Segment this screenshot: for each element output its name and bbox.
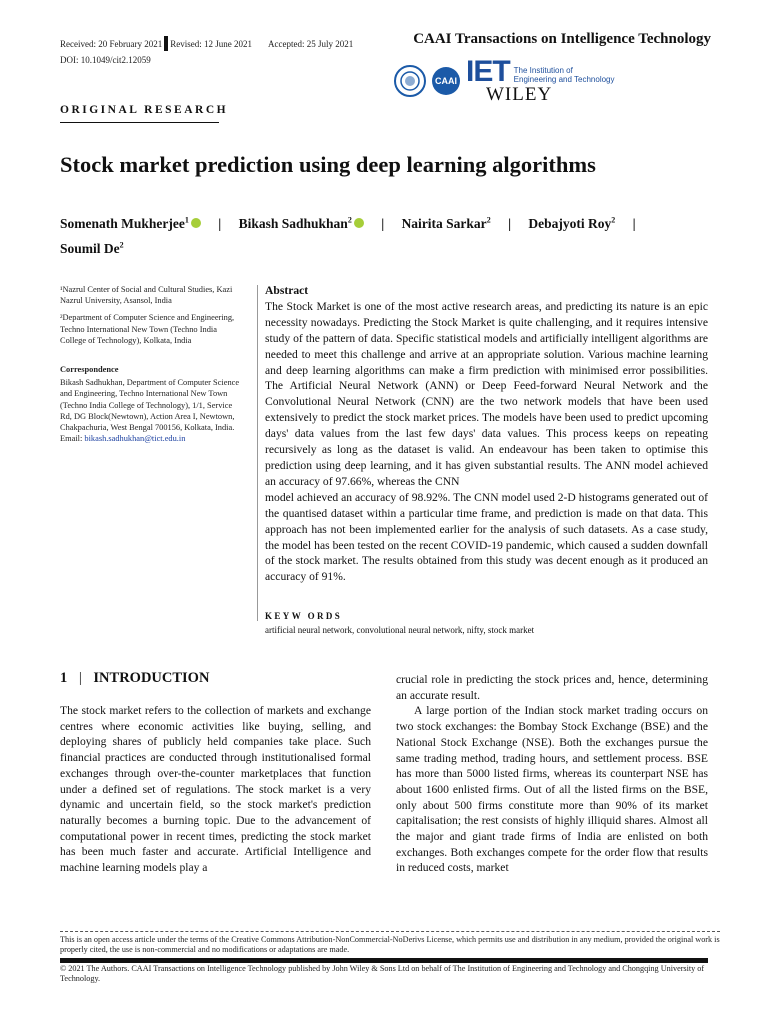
affiliation-2: ²Department of Computer Science and Engineering, Techno International New Town (Techno India College of Technology), Kolkata, India — [60, 313, 235, 345]
author-separator: | — [381, 215, 385, 231]
section-number: 1 — [60, 670, 68, 686]
footer-divider — [60, 931, 720, 932]
orcid-icon[interactable] — [354, 218, 364, 228]
received-date: Received: 20 February 2021 — [60, 39, 163, 49]
affiliations — [60, 284, 244, 444]
iet-logo-text: IET — [466, 55, 510, 88]
article-title: Stock market prediction using deep learning algorithms — [60, 152, 596, 177]
author-separator: | — [218, 215, 222, 231]
intro-paragraph-2: crucial role in predicting the stock prices and, hence, determining an accurate result. — [396, 673, 708, 702]
caai-logo: CAAI — [432, 67, 460, 95]
author-separator: | — [632, 215, 636, 231]
doi: DOI: 10.1049/cit2.12059 — [60, 55, 151, 65]
journal-name[interactable]: CAAI Transactions on Intelligence Technology — [413, 31, 711, 47]
section-underline — [60, 122, 219, 123]
iet-tagline-line1: The Institution of — [513, 66, 573, 75]
received-date-line — [60, 36, 353, 51]
author-list — [60, 209, 720, 260]
section-label: ORIGINAL RESEARCH — [60, 104, 229, 116]
iet-tagline-line2: Engineering and Technology — [513, 75, 615, 84]
separator-bar — [164, 36, 168, 51]
author-roy[interactable]: Debajyoti Roy$^2$ — [528, 215, 616, 231]
footer-bar — [60, 958, 708, 963]
abstract-heading: Abstract — [265, 284, 309, 297]
author-sarkar[interactable]: Nairita Sarkar$^2$ — [401, 215, 491, 231]
keywords: artificial neural network, convolutional neural network, nifty, stock market — [265, 625, 535, 635]
university-seal-icon — [394, 65, 426, 97]
author-mukherjee[interactable]: Somenath Mukherjee$^1$ — [60, 215, 189, 231]
iet-wiley-logo — [466, 55, 615, 105]
column-divider — [257, 285, 258, 621]
publisher-logos — [394, 55, 615, 105]
author-de[interactable]: Soumil De$^2$ — [60, 240, 124, 256]
wiley-logo-text: WILEY — [486, 84, 553, 105]
abstract-paragraph-1: The Stock Market is one of the most active research areas, and predicting its nature is an epic necessity nowadays. Predicting the Stock Market is quite challenging, and it requires intensive study of the pattern of data. Specific statistical models and artificially intelligent algorithms are needed to meet this challenge and arrive at an appropriate solution. Various machine learning and deep learning algorithms can make a firm prediction with minimised error possibilities. The Artificial Neural Network (ANN) or Deep Feed-forward Neural Network and the Convolutional Neural Network (CNN) are the two network models that have been used extensively to predict the stock market prices. The models have been used to predict upcoming days' data values from the last few days' data values. This process keeps on repeating recursively as long as the dataset is valid. An endeavour has been taken to optimise this prediction using deep learning, and it has given substantial results. The ANN model achieved an accuracy of 97.66%, whereas the CNN — [265, 299, 708, 488]
copyright-notice: © 2021 The Authors. CAAI Transactions on Intelligence Technology published by John Wiley & Sons Ltd on behalf of The Institution of Engineering and Technology and Chongqing University of Technology. — [60, 964, 705, 983]
section-separator: | — [78, 670, 82, 686]
intro-paragraph-3: A large portion of the Indian stock market trading occurs on two stock exchanges: the Bombay Stock Exchange (BSE) and the National Stock Exchange (NSE). Both the exchanges pursue the same trading method, trading hours, and settlement process. BSE has more than 5000 listed firms, whereas its counterpart NSE has about 1600 enlisted firms. Out of all the listed firms on the BSE, only about 500 firms constitute more than 90% of its market capitalisation; the rest consists of highly illiquid shares. Almost all the major and giant trade firms of India are enlisted on both exchanges. Both exchanges compete for the order flow that results in reduced costs, market — [396, 704, 708, 875]
correspondence-heading: Correspondence — [60, 365, 119, 375]
intro-right-column — [396, 672, 708, 876]
email-link[interactable]: bikash.sadhukhan@tict.edu.in — [84, 434, 186, 444]
correspondence-body: Bikash Sadhukhan, Department of Computer Science and Engineering, Techno International New Town (Techno India College of Technology), 1/1, Service Rd, DG Block(Newtown), Action Area I, Newtown, Chakpachuria, West Bengal 700156, Kolkata, India. — [60, 378, 240, 433]
orcid-icon[interactable] — [191, 218, 201, 228]
abstract-section — [265, 283, 708, 585]
accepted-date: Accepted: 25 July 2021 — [267, 39, 354, 49]
license-notice: This is an open access article under the terms of the Creative Commons Attribution-NonCommercial-NoDerivs License, which permits use and distribution in any medium, provided the original work is properly cited, the use is non-commercial and no modifications or adaptations are made. — [60, 935, 720, 954]
keywords-heading: KEYW ORDS — [265, 611, 343, 621]
revised-date: Revised: 12 June 2021 — [170, 39, 252, 49]
author-sadhukhan[interactable]: Bikash Sadhukhan$^2$ — [238, 215, 352, 231]
intro-paragraph-1: The stock market refers to the collection of markets and exchange centres where economic activities like buying, selling, and deploying shares of publicly held companies take place. Such financial practices are conducted through institutionalised formal exchanges through over-the-counter marketplaces that function under a defined set of regulations. The stock market is a very dynamic and uncertain field, so the stock market's prediction naturally becomes a burning topic. Due to the advancement of computational power in recent times, predicting the stock market has been much faster and accurate. Artificial Intelligence and machine learning models play a — [60, 704, 371, 875]
intro-left-column — [60, 703, 371, 876]
introduction-heading — [60, 670, 209, 687]
affiliation-1: ¹Nazrul Center of Social and Cultural Studies, Kazi Nazrul University, Asansol, India — [60, 285, 233, 306]
email-line: Email: bikash.sadhukhan@tict.edu.in — [60, 434, 186, 444]
section-title: INTRODUCTION — [93, 670, 210, 686]
abstract-paragraph-2: model achieved an accuracy of 98.92%. The CNN model used 2-D histograms generated out of the quantised dataset within a particular time frame, and prediction is made on that data. This approach has not been implemented earlier for the analysis of such datasets. As a case study, the model has been tested on the recent COVID-19 pandemic, which caused a sudden downfall of the stock market. The results obtained from this study was decent enough as it produced an accuracy of 91%. — [265, 490, 708, 584]
author-separator: | — [508, 215, 512, 231]
